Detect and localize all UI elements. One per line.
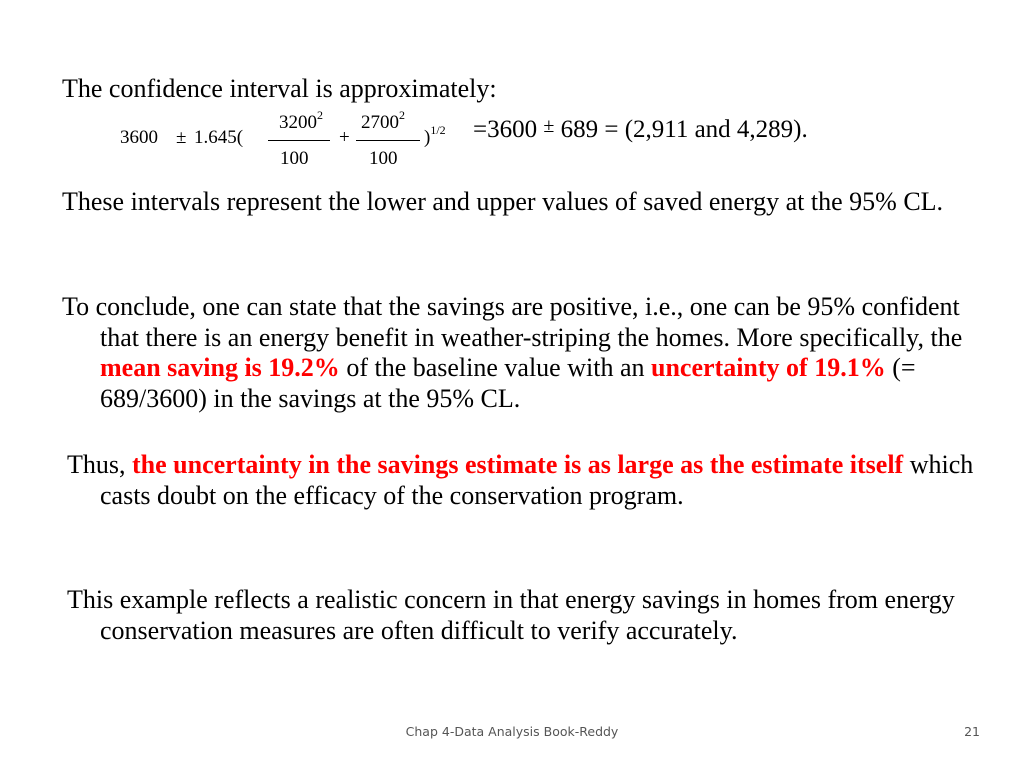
uncertainty-highlight: uncertainty of 19.1% (651, 353, 886, 382)
mean-saving-highlight: mean saving is 19.2% (100, 353, 340, 382)
formula-factor: 1.645( (194, 127, 244, 148)
num2-exp: 2 (399, 108, 405, 122)
num1: 3200 (279, 112, 317, 133)
result-pm: ± (543, 115, 555, 137)
page-number-text: 21 (964, 724, 980, 739)
fraction-1-bar (268, 140, 330, 141)
conclusion-text-3: (= 689/3600) in the savings at the 95% CL. (100, 353, 916, 413)
num1-exp: 2 (317, 108, 323, 122)
example-text: This example reflects a realistic concern in that energy savings in homes from energy conservation measures are often difficult to verify accurately. (67, 585, 955, 645)
fraction-2-bar (356, 140, 420, 141)
confidence-interval-formula (118, 110, 918, 176)
footer-title-text: Chap 4-Data Analysis Book-Reddy (405, 724, 619, 739)
close-paren: ) (424, 127, 431, 148)
formula-pm: ± (176, 127, 187, 148)
result-lead: =3600 (473, 116, 538, 143)
formula-result (473, 116, 808, 144)
uncertainty-statement-highlight: the uncertainty in the savings estimate is as large as the estimate itself (132, 450, 904, 479)
fraction-2-numerator (361, 108, 405, 134)
fraction-1-numerator (279, 108, 323, 134)
thus-text-1: Thus, (67, 450, 132, 479)
result-tail: 689 = (2,911 and 4,289). (554, 116, 808, 143)
paragraph-thus (67, 450, 1000, 511)
intro-label: The confidence interval is approximately: (62, 74, 497, 103)
paragraph-intervals-text: These intervals represent the lower and upper values of saved energy at the 95% CL. (62, 187, 944, 216)
num2: 2700 (361, 112, 399, 133)
formula-plus: + (339, 127, 350, 148)
close-exp: 1/2 (430, 123, 446, 137)
paragraph-example (67, 585, 960, 646)
conclusion-text-2: of the baseline value with an (339, 353, 651, 382)
page-number (930, 724, 980, 739)
paragraph-conclusion (62, 292, 1005, 414)
conclusion-text-1: To conclude, one can state that the savings are positive, i.e., one can be 95% confident that there is an energy benefit in weather-striping the homes. More specifically, the (62, 292, 963, 352)
thus-text-2: which casts doubt on the efficacy of the conservation program. (100, 450, 974, 510)
fraction-1-denominator: 100 (280, 148, 309, 169)
fraction-2-denominator: 100 (369, 148, 398, 169)
paragraph-intervals (62, 187, 1005, 218)
intro-text (62, 74, 497, 105)
footer-title (0, 724, 1024, 739)
formula-close (424, 123, 446, 149)
formula-base: 3600 (120, 127, 158, 148)
